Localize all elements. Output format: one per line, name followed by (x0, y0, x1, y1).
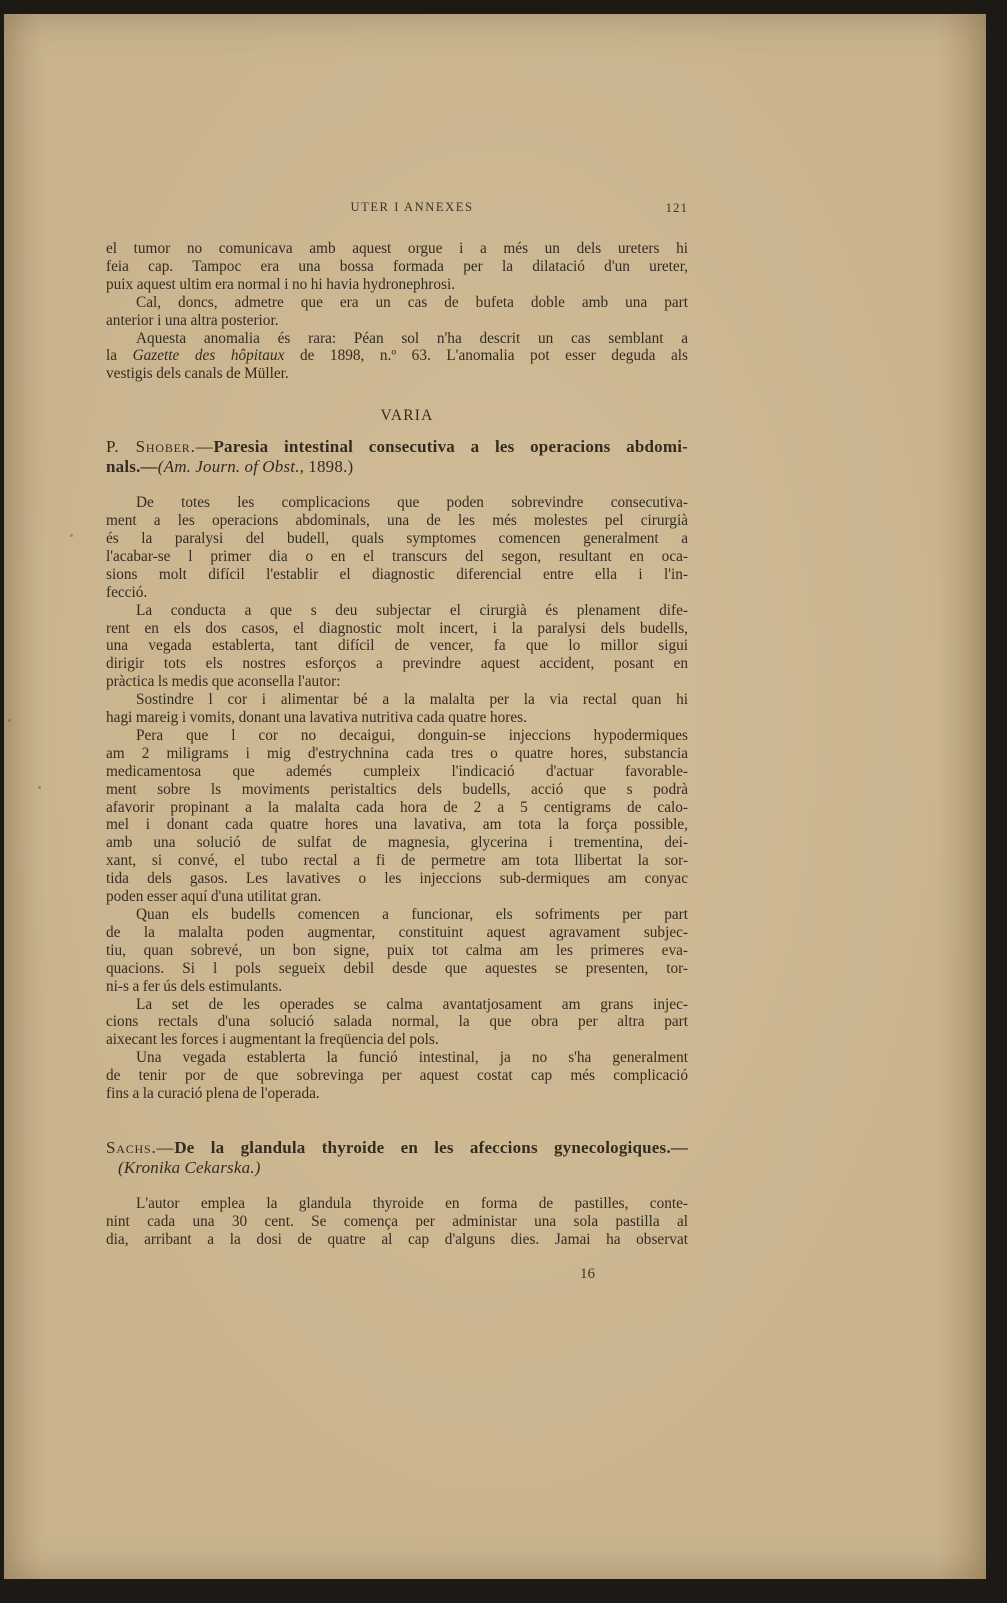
text-line: tida dels gasos. Les lavatives o les injeccions sub-dermiques am conyac (106, 870, 688, 888)
article-title: De la glandula thyroide en les afeccions gynecologiques.— (174, 1137, 688, 1157)
text-line: el tumor no comunicava amb aquest orgue i a més un dels ureters hi (106, 240, 688, 257)
text-line: cions rectals d'una solució salada normal, la que obra per altra part (106, 1013, 688, 1031)
text-line: fins a la curació plena de l'operada. (106, 1085, 320, 1103)
text-line: Una vegada establerta la funció intestinal, ja no s'ha generalment (136, 1049, 688, 1067)
article-title-line1: Paresia intestinal consecutiva a les operacions abdomi- (213, 437, 688, 457)
text-line: dirigir tots els nostres esforços a previndre aquest accident, posant en (106, 655, 688, 673)
page-header (106, 200, 688, 224)
running-head: UTER I ANNEXES (350, 200, 474, 214)
article-source: (Am. Journ. of Obst., (157, 457, 305, 477)
margin-speck (8, 719, 11, 722)
text-line: Aquesta anomalia és rara: Péan sol n'ha descrit un cas semblant a (136, 329, 688, 347)
text-line: Sostindre l cor i alimentar bé a la malalta per la via rectal quan hi (136, 691, 688, 709)
section-title: VARIA (380, 407, 434, 425)
margin-speck (70, 534, 73, 537)
text-line: L'autor emplea la glandula thyroide en forma de pastilles, conte- (136, 1194, 688, 1212)
text-line: de la malalta poden augmentar, constituint aquest agravament subjec- (106, 923, 688, 941)
journal-rest: de 1898, n.º 63. L'anomalia pot esser deguda als (299, 347, 689, 365)
page-content (106, 240, 688, 1249)
text-line: mel i donant cada quatre hores una lavativa, am tota la força possible, (106, 816, 688, 834)
article-source-year: 1898.) (308, 457, 354, 477)
text-line: medicamentosa que ademés cumpleix l'indicació d'actuar favorable- (106, 762, 688, 780)
text-line: una vegada establerta, tant difícil de vencer, fa que lo millor sigui (106, 637, 688, 655)
text-line: de tenir por de que sobrevinga per aquest costat cap més complicació (106, 1067, 688, 1085)
text-line: De totes les complicacions que poden sobrevindre consecutiva- (136, 494, 688, 512)
margin-speck (38, 786, 41, 789)
text-line: pràctica ls medis que aconsella l'autor: (106, 673, 341, 691)
text-line: puix aquest ultim era normal i no hi havia hydronephrosi. (106, 275, 456, 293)
text-line: dia, arribant a la dosi de quatre al cap d'alguns dies. Jamai ha observat (106, 1230, 688, 1248)
article-title-line2: nals.— (106, 457, 158, 477)
text-line: és la paralysi del budell, quals symptomes comencen generalment a (106, 529, 688, 547)
text-line: nint cada una 30 cent. Se comença per administar una sola pastilla al (106, 1212, 688, 1230)
text-line: am 2 miligrams i mig d'estrychnina cada tres o quatre hores, substancia (106, 744, 688, 762)
text-line: ment a les operacions abdominals, una de les més molestes pel cirurgià (106, 512, 688, 530)
article-heading (106, 1138, 688, 1178)
text-line: Cal, doncs, admetre que era un cas de bufeta doble amb una part (136, 293, 688, 311)
scanned-page (4, 14, 986, 1579)
journal-title: Gazette des hôpitaux (132, 347, 285, 365)
page-number: 121 (665, 200, 688, 215)
text-line: vestigis dels canals de Müller. (106, 365, 289, 383)
text-line: amb una solució de sulfat de magnesia, glycerina i trementina, dei- (106, 834, 688, 852)
text-line: ment sobre ls moviments peristaltics dels budells, acció que s podrà (106, 780, 688, 798)
text-line: sions molt difícil l'establir el diagnostic diferencial entre ella i l'in- (106, 565, 688, 583)
article-heading (106, 437, 688, 477)
signature-mark: 16 (580, 1266, 595, 1282)
text-line: anterior i una altra posterior. (106, 311, 279, 329)
article-author: Sachs.— (106, 1137, 175, 1157)
text-line: tiu, quan sobrevé, un bon signe, puix tot calma am les primeres eva- (106, 941, 688, 959)
text-line: afavorir propinant a la malalta cada hora de 2 a 5 centigrams de calo- (106, 798, 688, 816)
text-line: ni-s a fer ús dels estimulants. (106, 977, 283, 995)
text-line: La set de les operades se calma avantatjosament am grans injec- (136, 995, 688, 1013)
text-line: rent en els dos casos, el diagnostic molt incert, i la paralysi dels budells, (106, 619, 688, 637)
journal-prefix: la (106, 347, 118, 365)
article-author: P. Shober.— (106, 437, 214, 457)
article-source: (Kronika Cekarska.) (118, 1157, 261, 1177)
text-line: Pera que l cor no decaigui, donguin-se injeccions hypodermiques (136, 726, 688, 744)
text-line: xant, si convé, el tubo rectal a fi de permetre am tota llibertat la sor- (106, 852, 688, 870)
text-line: aixecant les forces i augmentant la freqüencia del pols. (106, 1031, 439, 1049)
text-line: poden esser aquí d'una utilitat gran. (106, 888, 322, 906)
text-line: quacions. Si l pols segueix debil desde que aquestes se presenten, tor- (106, 959, 688, 977)
text-line-with-journal (106, 347, 688, 365)
text-line: La conducta a que s deu subjectar el cirurgià és plenament dife- (136, 601, 688, 619)
text-line: l'acabar-se l primer dia o en el transcurs del segon, resultant en oca- (106, 547, 688, 565)
text-line: fecció. (106, 583, 148, 601)
text-line: hagi mareig i vomits, donant una lavativa nutritiva cada quatre hores. (106, 709, 527, 727)
text-line: feia cap. Tampoc era una bossa formada per la dilatació d'un ureter, (106, 257, 688, 275)
text-line: Quan els budells comencen a funcionar, els sofriments per part (136, 906, 688, 923)
